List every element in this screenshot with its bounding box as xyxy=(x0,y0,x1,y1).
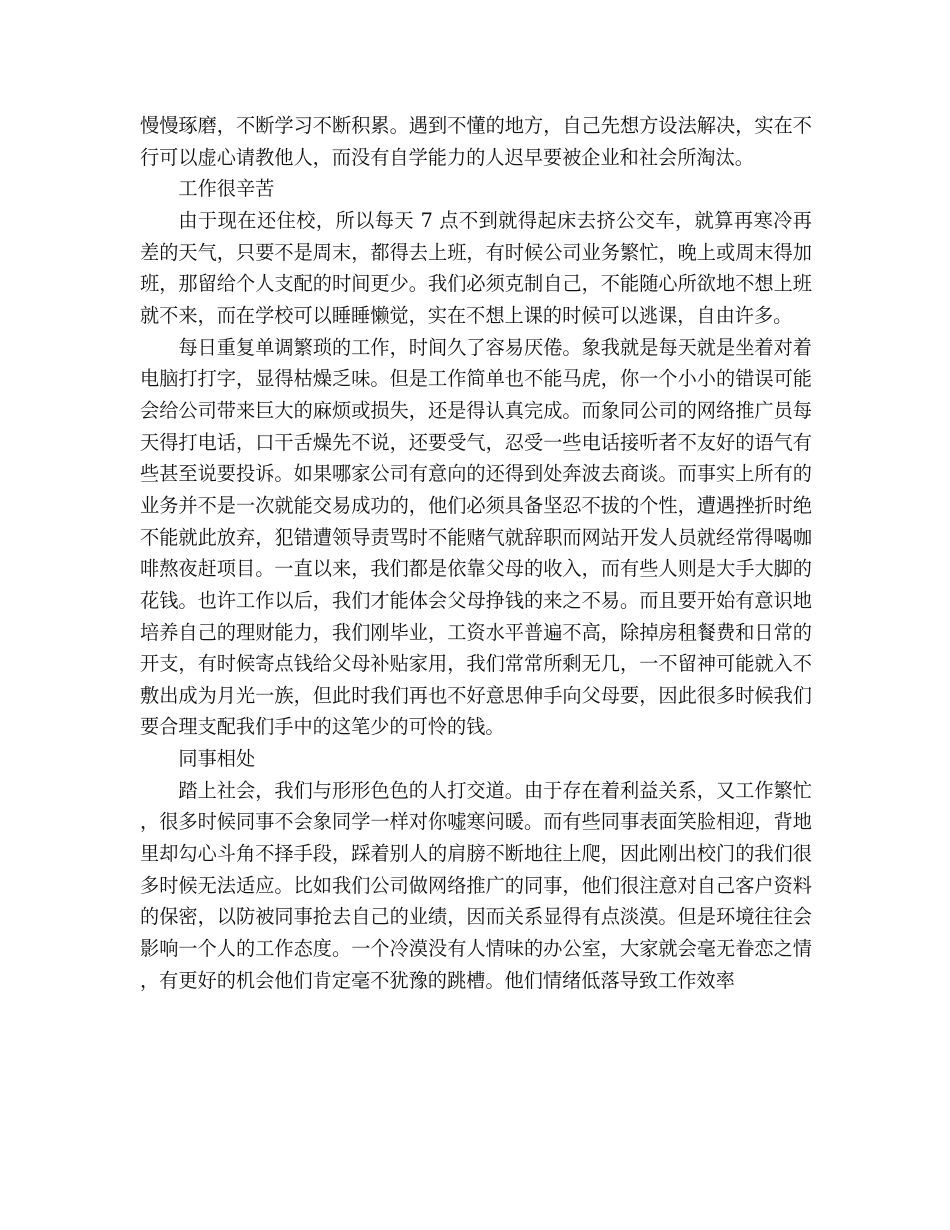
paragraph-continued: 慢慢琢磨，不断学习不断积累。遇到不懂的地方，自己先想方设法解决，实在不行可以虚心请教他人，而没有自学能力的人迟早要被企业和社会所淘汰。 xyxy=(140,114,812,169)
section-heading-hard-work: 工作很辛苦 xyxy=(178,177,275,201)
paragraph-daily-work: 每日重复单调繁琐的工作，时间久了容易厌倦。象我就是每天就是坐着对着电脑打打字，显得枯燥乏味。但是工作简单也不能马虎，你一个小小的错误可能会给公司带来巨大的麻烦或损失，还是得认真完成。而象同公司的网络推广员每天得打电话，口干舌燥先不说，还要受气，忍受一些电话接听者不友好的语气有些甚至说要投诉。如果哪家公司有意向的还得到处奔波去商谈。而事实上所有的业务并不是一次就能交易成功的，他们必须具备坚忍不拔的个性，遭遇挫折时绝不能就此放弃，犯错遭领导责骂时不能赌气就辞职而网站开发人员就经常得喝咖啡熬夜赶项目。一直以来，我们都是依靠父母的收入，而有些人则是大手大脚的花钱。也许工作以后，我们才能体会父母挣钱的来之不易。而且要开始有意识地培养自己的理财能力，我们刚毕业，工资水平普遍不高，除掉房租餐费和日常的开支，有时候寄点钱给父母补贴家用，我们常常所剩无几，一不留神可能就入不敷出成为月光一族，但此时我们再也不好意思伸手向父母要，因此很多时候我们要合理支配我们手中的这笔少的可怜的钱。 xyxy=(140,335,812,739)
section-heading-colleagues: 同事相处 xyxy=(178,747,256,771)
paragraph-colleagues: 踏上社会，我们与形形色色的人打交道。由于存在着利益关系，又工作繁忙，很多时候同事不会象同学一样对你嘘寒问暖。而有些同事表面笑脸相迎，背地里却勾心斗角不择手段，踩着别人的肩膀不断地往上爬，因此刚出校门的我们很多时候无法适应。比如我们公司做网络推广的同事，他们很注意对自己客户资料的保密，以防被同事抢去自己的业绩，因而关系显得有点淡漠。但是环境往往会影响一个人的工作态度。一个冷漠没有人情味的办公室，大家就会毫无眷恋之情，有更好的机会他们肯定毫不犹豫的跳槽。他们情绪低落导致工作效率 xyxy=(140,778,812,992)
paragraph-commute: 由于现在还住校，所以每天 7 点不到就得起床去挤公交车，就算再寒冷再差的天气，只要不是周末，都得去上班，有时候公司业务繁忙，晚上或周末得加班，那留给个人支配的时间更少。我们必须克制自己，不能随心所欲地不想上班就不来，而在学校可以睡睡懒觉，实在不想上课的时候可以逃课，自由许多。 xyxy=(140,208,812,327)
document-body xyxy=(140,110,812,996)
